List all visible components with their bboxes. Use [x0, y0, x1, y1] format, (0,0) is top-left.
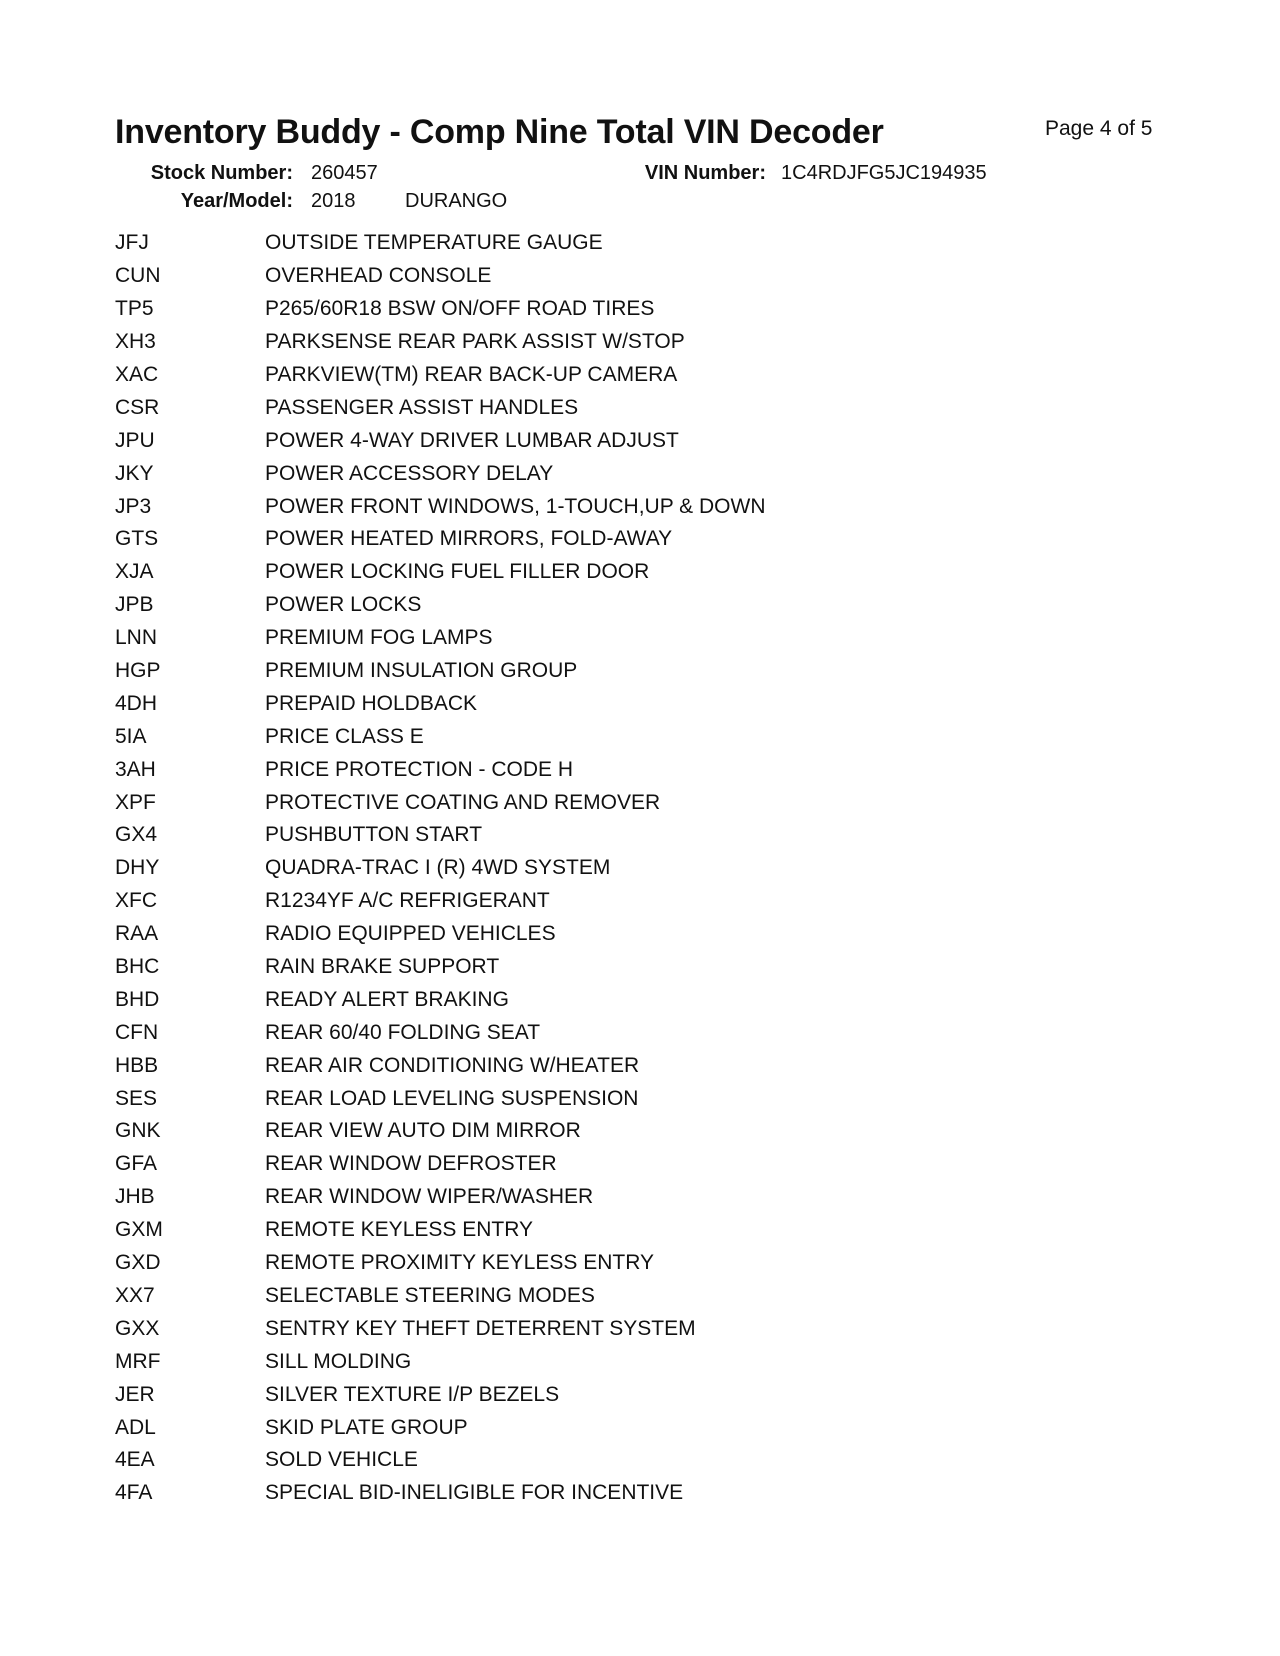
option-code: XAC — [115, 363, 159, 386]
option-row — [115, 753, 1015, 786]
option-row — [115, 1477, 1015, 1510]
option-code: MRF — [115, 1349, 161, 1373]
option-description: SILVER TEXTURE I/P BEZELS — [265, 1382, 560, 1406]
option-row — [115, 819, 1015, 852]
option-code: JPB — [115, 593, 154, 617]
option-code: XFC — [115, 889, 157, 913]
option-description: REAR WINDOW DEFROSTER — [265, 1152, 557, 1176]
option-row — [115, 1115, 1015, 1148]
option-code: 3AH — [115, 757, 156, 781]
option-code: GTS — [115, 527, 159, 551]
option-row — [115, 622, 1015, 655]
option-description: SILL MOLDING — [265, 1349, 412, 1373]
option-description: REMOTE KEYLESS ENTRY — [265, 1218, 534, 1242]
option-row — [115, 786, 1015, 819]
option-row — [115, 1082, 1015, 1115]
option-code: GXD — [115, 1251, 161, 1275]
option-description: POWER 4-WAY DRIVER LUMBAR ADJUST — [265, 428, 679, 452]
option-description: REAR 60/40 FOLDING SEAT — [265, 1020, 541, 1044]
option-code: JPU — [115, 428, 155, 452]
option-code: XJA — [115, 560, 154, 584]
stock-number-value: 260457 — [311, 162, 378, 184]
option-row — [115, 227, 1015, 260]
option-code: HGP — [115, 659, 161, 683]
year-value: 2018 — [311, 190, 356, 212]
option-code: CSR — [115, 395, 160, 419]
option-row — [115, 918, 1015, 951]
option-description: POWER HEATED MIRRORS, FOLD-AWAY — [265, 527, 673, 551]
option-code: GNK — [115, 1119, 161, 1143]
option-code: JHB — [115, 1185, 155, 1209]
option-code: TP5 — [115, 297, 154, 321]
option-description: PARKSENSE REAR PARK ASSIST W/STOP — [265, 330, 685, 354]
option-description: SPECIAL BID-INELIGIBLE FOR INCENTIVE — [265, 1481, 684, 1505]
option-row — [115, 326, 1015, 359]
option-description: SKID PLATE GROUP — [265, 1415, 468, 1439]
option-code: ADL — [115, 1415, 156, 1439]
option-row — [115, 359, 1015, 392]
option-code: XH3 — [115, 330, 156, 354]
model-value: DURANGO — [405, 190, 508, 212]
option-code: CFN — [115, 1020, 159, 1044]
option-row — [115, 983, 1015, 1016]
option-code: BHC — [115, 955, 160, 979]
option-description: PROTECTIVE COATING AND REMOVER — [265, 790, 661, 814]
option-row — [115, 1016, 1015, 1049]
option-description: PREMIUM FOG LAMPS — [265, 626, 493, 650]
option-code: LNN — [115, 626, 158, 650]
option-code: SES — [115, 1086, 158, 1110]
option-description: POWER FRONT WINDOWS, 1-TOUCH,UP & DOWN — [265, 494, 766, 518]
option-row — [115, 523, 1015, 556]
vin-label: VIN Number: — [644, 162, 766, 184]
option-code: JER — [115, 1382, 155, 1406]
option-description: SOLD VEHICLE — [265, 1448, 418, 1472]
option-row — [115, 1378, 1015, 1411]
option-code: GX4 — [115, 823, 158, 847]
option-code: JFJ — [115, 231, 149, 255]
option-row — [115, 655, 1015, 688]
option-row — [115, 885, 1015, 918]
option-description: REAR WINDOW WIPER/WASHER — [265, 1185, 594, 1209]
option-description: PREPAID HOLDBACK — [265, 691, 477, 715]
option-code-list — [115, 227, 1015, 1510]
option-code: BHD — [115, 987, 160, 1011]
option-row — [115, 687, 1015, 720]
option-description: SENTRY KEY THEFT DETERRENT SYSTEM — [265, 1316, 696, 1340]
option-description: READY ALERT BRAKING — [265, 987, 509, 1011]
option-row — [115, 457, 1015, 490]
option-description: RAIN BRAKE SUPPORT — [265, 955, 500, 979]
option-description: PRICE CLASS E — [265, 724, 424, 748]
option-description: REAR LOAD LEVELING SUSPENSION — [265, 1086, 639, 1110]
option-code: JP3 — [115, 494, 152, 518]
option-description: POWER LOCKING FUEL FILLER DOOR — [265, 560, 650, 584]
option-code: 5IA — [115, 724, 147, 748]
option-description: PUSHBUTTON START — [265, 823, 483, 847]
option-row — [115, 1049, 1015, 1082]
option-code: GXX — [115, 1316, 160, 1340]
option-row — [115, 1411, 1015, 1444]
option-row — [115, 1280, 1015, 1313]
option-description: PARKVIEW(TM) REAR BACK-UP CAMERA — [265, 363, 678, 386]
option-row — [115, 490, 1015, 523]
option-row — [115, 720, 1015, 753]
vin-value: 1C4RDJFG5JC194935 — [781, 162, 987, 184]
option-code: XPF — [115, 790, 156, 814]
option-row — [115, 293, 1015, 326]
option-row — [115, 1345, 1015, 1378]
option-code: RAA — [115, 922, 159, 946]
option-row — [115, 556, 1015, 589]
option-code: CUN — [115, 264, 161, 288]
option-description: QUADRA-TRAC I (R) 4WD SYSTEM — [265, 856, 611, 880]
option-code: XX7 — [115, 1283, 155, 1307]
option-description: SELECTABLE STEERING MODES — [265, 1283, 595, 1307]
option-row — [115, 589, 1015, 622]
stock-number-label: Stock Number: — [150, 162, 293, 184]
option-code: GFA — [115, 1152, 158, 1176]
option-code: GXM — [115, 1218, 163, 1242]
option-row — [115, 424, 1015, 457]
option-row — [115, 852, 1015, 885]
option-description: OUTSIDE TEMPERATURE GAUGE — [265, 231, 603, 255]
option-description: PRICE PROTECTION - CODE H — [265, 757, 574, 781]
option-description: REAR VIEW AUTO DIM MIRROR — [265, 1119, 581, 1143]
option-description: PASSENGER ASSIST HANDLES — [265, 395, 579, 419]
option-code: JKY — [115, 461, 154, 485]
option-description: P265/60R18 BSW ON/OFF ROAD TIRES — [265, 297, 655, 321]
option-description: RADIO EQUIPPED VEHICLES — [265, 922, 556, 946]
option-code: DHY — [115, 856, 160, 880]
option-code: 4EA — [115, 1448, 155, 1472]
option-description: REAR AIR CONDITIONING W/HEATER — [265, 1053, 640, 1077]
option-row — [115, 1444, 1015, 1477]
option-row — [115, 1148, 1015, 1181]
option-row — [115, 1312, 1015, 1345]
option-row — [115, 260, 1015, 293]
option-description: R1234YF A/C REFRIGERANT — [265, 889, 550, 913]
page-indicator: Page 4 of 5 — [1045, 117, 1153, 140]
option-row — [115, 1181, 1015, 1214]
year-model-label: Year/Model: — [180, 190, 293, 212]
option-description: REMOTE PROXIMITY KEYLESS ENTRY — [265, 1251, 654, 1275]
option-description: POWER LOCKS — [265, 593, 422, 617]
option-row — [115, 391, 1015, 424]
option-description: OVERHEAD CONSOLE — [265, 264, 492, 288]
option-code: 4FA — [115, 1481, 153, 1505]
option-row — [115, 1214, 1015, 1247]
option-code: HBB — [115, 1053, 159, 1077]
option-code: 4DH — [115, 691, 158, 715]
option-row — [115, 951, 1015, 984]
option-row — [115, 1247, 1015, 1280]
document-title: Inventory Buddy - Comp Nine Total VIN Decoder — [115, 113, 884, 151]
option-description: POWER ACCESSORY DELAY — [265, 461, 554, 485]
option-description: PREMIUM INSULATION GROUP — [265, 659, 578, 683]
